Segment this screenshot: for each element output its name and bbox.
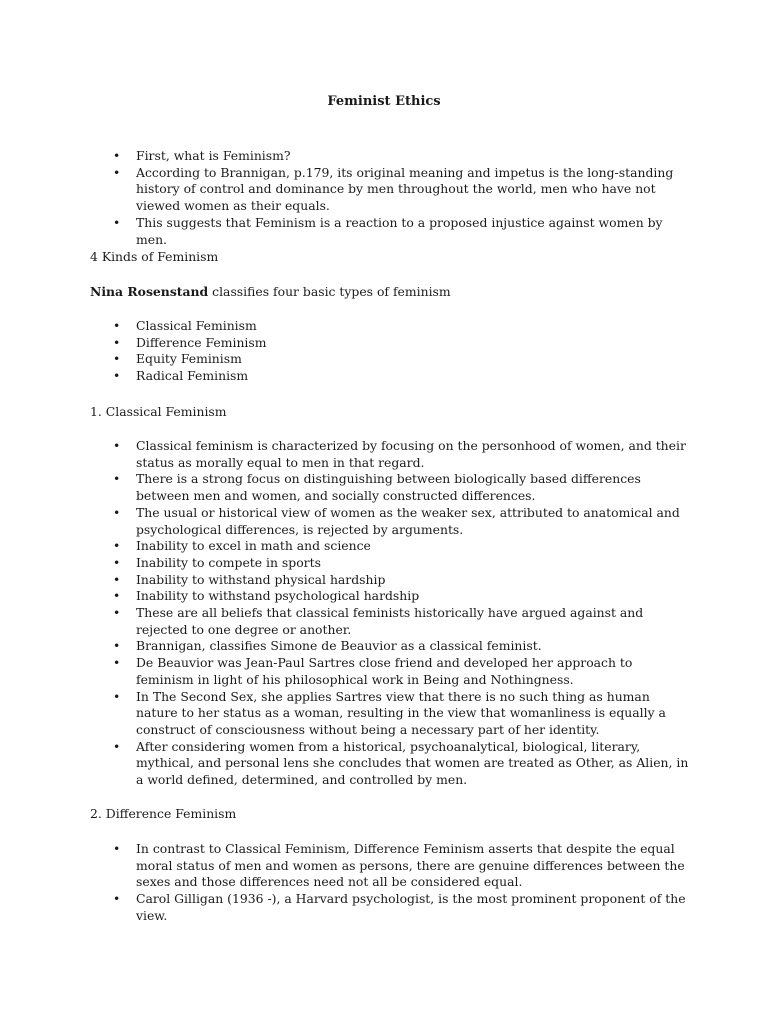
difference-heading: 2. Difference Feminism — [90, 806, 237, 821]
kinds-bullet-list — [90, 318, 690, 385]
list-item: • Classical feminism is characterized by focusing on the personhood of women, and their status as morally equal to men in that regard. — [90, 438, 690, 471]
list-item: • In contrast to Classical Feminism, Difference Feminism asserts that despite the equal moral status of men and women as persons, there are genuine differences between the sexes and those differences need not all be considered equal. — [90, 841, 690, 891]
list-item: • First, what is Feminism? — [90, 148, 690, 165]
list-item: • De Beauvior was Jean-Paul Sartres close friend and developed her approach to feminism in light of his philosophical work in Being and Nothingness. — [90, 655, 690, 688]
list-item: • Carol Gilligan (1936 -), a Harvard psychologist, is the most prominent proponent of the view. — [90, 891, 690, 924]
list-item: • These are all beliefs that classical feminists historically have argued against and rejected to one degree or another. — [90, 605, 690, 638]
list-item: • Brannigan, classifies Simone de Beauvior as a classical feminist. — [90, 638, 690, 655]
list-item: • This suggests that Feminism is a reaction to a proposed injustice against women by men. — [90, 215, 690, 248]
list-item: • Classical Feminism — [90, 318, 690, 335]
kinds-heading: 4 Kinds of Feminism — [90, 249, 219, 264]
rosenstand-text: classifies four basic types of feminism — [208, 284, 451, 299]
list-item: • Equity Feminism — [90, 351, 690, 368]
classical-bullet-list — [90, 438, 690, 789]
list-item: • Radical Feminism — [90, 368, 690, 385]
rosenstand-name: Nina Rosenstand — [90, 284, 209, 299]
list-item: • In The Second Sex, she applies Sartres view that there is no such thing as human nature to her status as a woman, resulting in the view that womanliness is equally a construct of consciousness without being a necessary part of her identity. — [90, 689, 690, 739]
list-item: • According to Brannigan, p.179, its original meaning and impetus is the long-standing history of control and dominance by men throughout the world, men who have not viewed women as their equals. — [90, 165, 690, 215]
intro-bullet-list — [90, 148, 690, 248]
list-item: • Inability to excel in math and science — [90, 538, 690, 555]
list-item: • Inability to withstand physical hardship — [90, 572, 690, 589]
classical-heading: 1. Classical Feminism — [90, 404, 227, 419]
list-item: • Inability to withstand psychological hardship — [90, 588, 690, 605]
list-item: • There is a strong focus on distinguishing between biologically based differences between men and women, and socially constructed differences. — [90, 471, 690, 504]
rosenstand-paragraph — [90, 284, 451, 301]
difference-bullet-list — [90, 841, 690, 925]
document-title: Feminist Ethics — [327, 94, 441, 109]
list-item: • Inability to compete in sports — [90, 555, 690, 572]
list-item: • Difference Feminism — [90, 335, 690, 352]
list-item: • After considering women from a historical, psychoanalytical, biological, literary, mythical, and personal lens she concludes that women are treated as Other, as Alien, in a world defined, determined, and controlled by men. — [90, 739, 690, 789]
list-item: • The usual or historical view of women as the weaker sex, attributed to anatomical and psychological differences, is rejected by arguments. — [90, 505, 690, 538]
